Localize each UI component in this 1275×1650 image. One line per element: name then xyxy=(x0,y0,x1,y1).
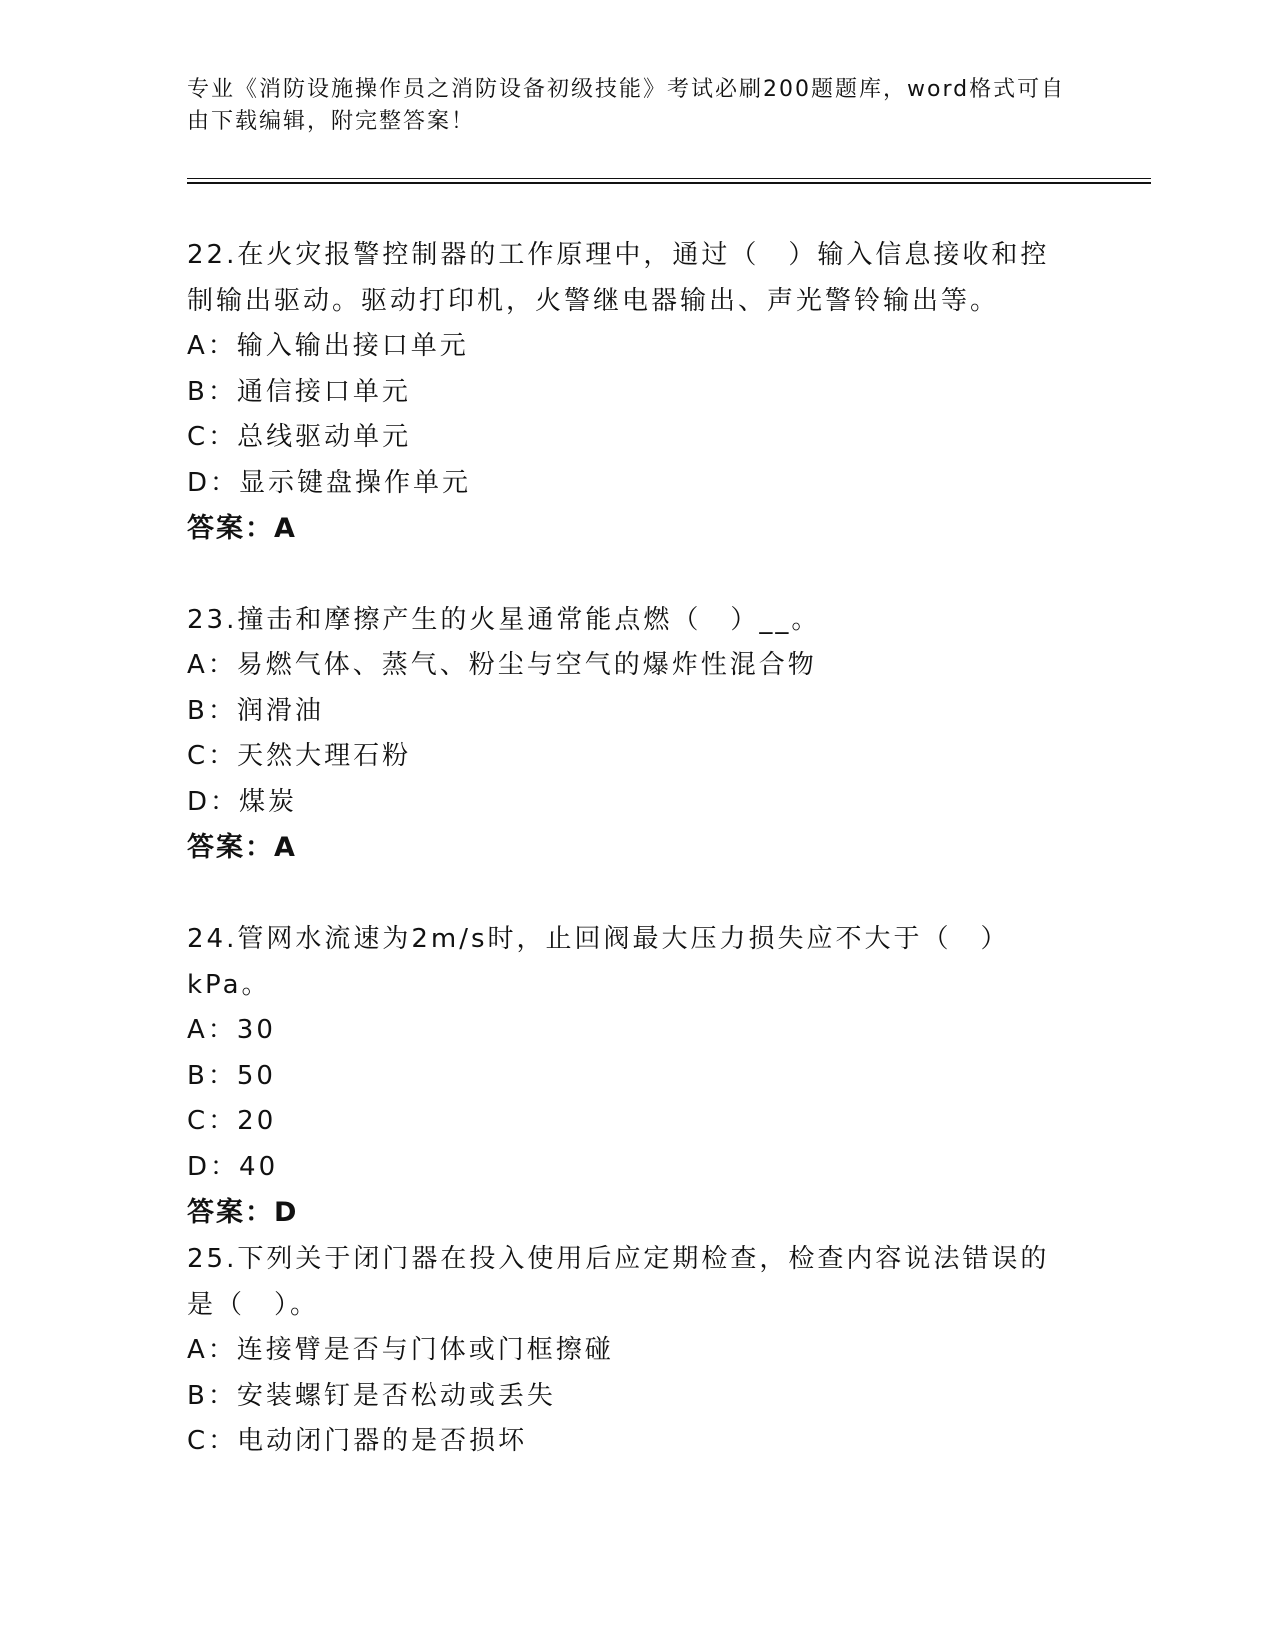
option-d: D：40 xyxy=(187,1151,279,1182)
option-d: D：显示键盘操作单元 xyxy=(187,467,472,498)
question-22 xyxy=(187,232,1067,551)
header-divider-thick xyxy=(187,182,1151,184)
question-24 xyxy=(187,916,1067,1235)
question-stem: 24.管网水流速为2m/s时，止回阀最大压力损失应不大于（ ）kPa。 xyxy=(187,924,1010,1000)
answer-line: 答案：A xyxy=(187,513,297,544)
document-header: 专业《消防设施操作员之消防设备初级技能》考试必刷200题题库，word格式可自由下载编辑，附完整答案！ xyxy=(187,77,1066,134)
question-stem: 23.撞击和摩擦产生的火星通常能点燃（ ）__。 xyxy=(187,605,821,635)
option-b: B：通信接口单元 xyxy=(187,376,411,407)
question-25 xyxy=(187,1236,1067,1465)
option-b: B：50 xyxy=(187,1060,276,1091)
option-b: B：润滑油 xyxy=(187,695,324,726)
option-d: D：煤炭 xyxy=(187,786,298,817)
option-a: A：连接臂是否与门体或门框擦碰 xyxy=(187,1335,614,1365)
question-23 xyxy=(187,597,1067,870)
question-stem: 25.下列关于闭门器在投入使用后应定期检查，检查内容说法错误的是（ ）。 xyxy=(187,1244,1050,1320)
option-a: A：30 xyxy=(187,1015,276,1045)
option-a: A：易燃气体、蒸气、粉尘与空气的爆炸性混合物 xyxy=(187,650,817,680)
option-b: B：安装螺钉是否松动或丢失 xyxy=(187,1380,556,1411)
header-divider-thin xyxy=(187,178,1151,179)
option-c: C：总线驱动单元 xyxy=(187,422,412,452)
answer-line: 答案：D xyxy=(187,1197,299,1228)
option-a: A：输入输出接口单元 xyxy=(187,331,469,361)
question-stem: 22.在火灾报警控制器的工作原理中，通过（ ）输入信息接收和控制输出驱动。驱动打印机，火警继电器输出、声光警铃输出等。 xyxy=(187,240,1050,316)
answer-line: 答案：A xyxy=(187,832,297,863)
option-c: C：电动闭门器的是否损坏 xyxy=(187,1426,528,1456)
option-c: C：20 xyxy=(187,1106,277,1136)
option-c: C：天然大理石粉 xyxy=(187,741,412,771)
